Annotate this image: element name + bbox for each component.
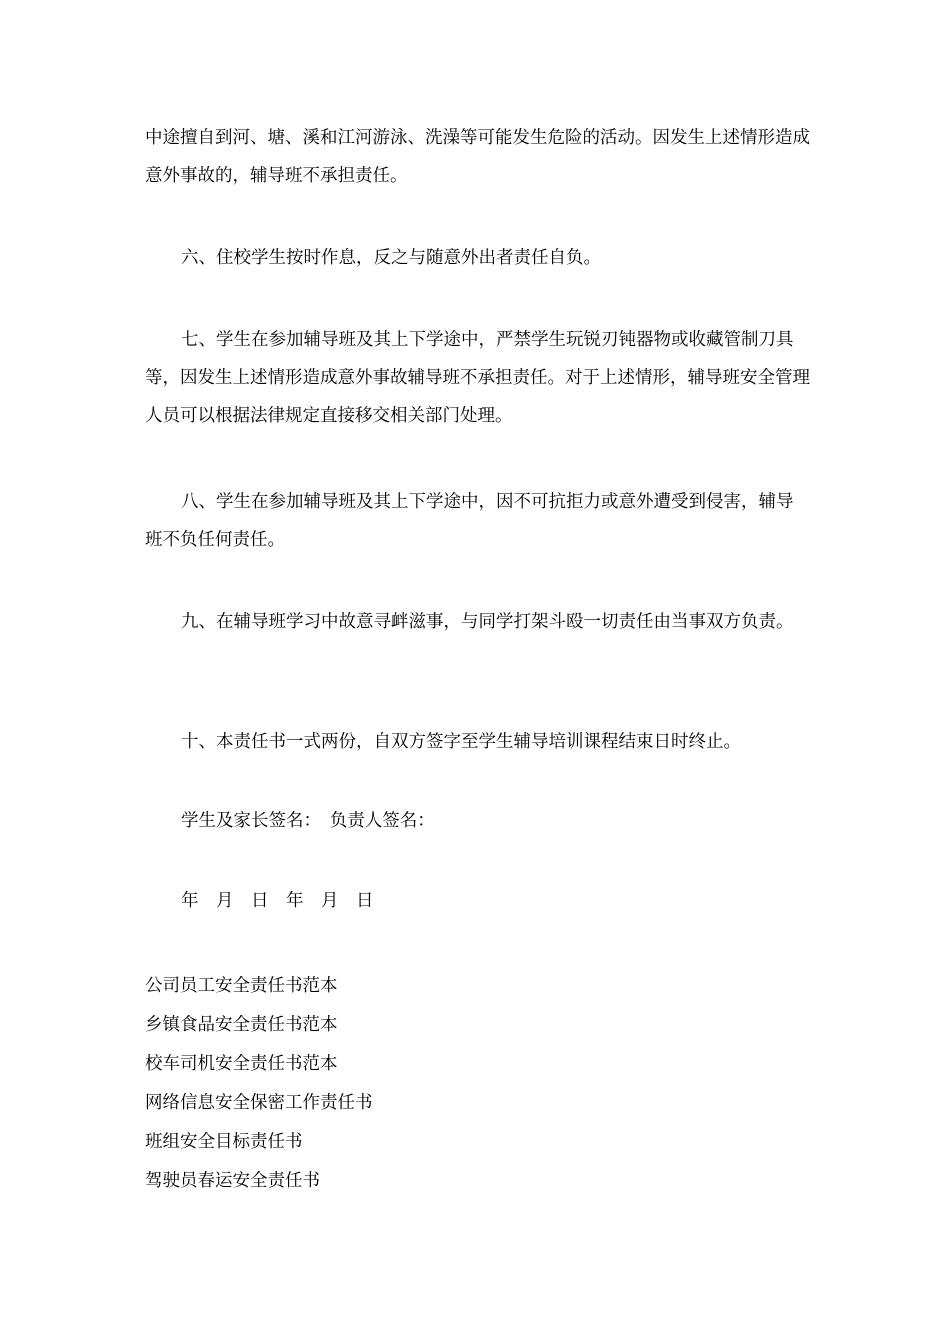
related-links-list	[145, 967, 373, 1201]
date-line: 年 月 日 年 月 日	[181, 891, 374, 911]
paragraph-item-9: 九、在辅导班学习中故意寻衅滋事，与同学打架斗殴一切责任由当事双方负责。	[181, 612, 794, 632]
related-link[interactable]: 网络信息安全保密工作责任书	[145, 1093, 373, 1113]
related-link[interactable]: 乡镇食品安全责任书范本	[145, 1015, 338, 1035]
paragraph-item-7: 七、学生在参加辅导班及其上下学途中，严禁学生玩锐刃钝器物或收藏管制刀具等，因发生上述情形造成意外事故辅导班不承担责任。对于上述情形，辅导班安全管理人员可以根据法律规定直接移交相关部门处理。	[145, 330, 810, 426]
paragraph-continued: 中途擅自到河、塘、溪和江河游泳、洗澡等可能发生危险的活动。因发生上述情形造成意外事故的，辅导班不承担责任。	[145, 128, 810, 186]
related-link[interactable]: 驾驶员春运安全责任书	[145, 1171, 320, 1191]
paragraph-item-6: 六、住校学生按时作息，反之与随意外出者责任自负。	[181, 248, 601, 268]
related-link[interactable]: 公司员工安全责任书范本	[145, 976, 338, 996]
paragraph-item-10: 十、本责任书一式两份，自双方签字至学生辅导培训课程结束日时终止。	[181, 732, 741, 752]
related-link[interactable]: 班组安全目标责任书	[145, 1132, 303, 1152]
paragraph-item-8: 八、学生在参加辅导班及其上下学途中，因不可抗拒力或意外遭受到侵害，辅导班不负任何责任。	[145, 492, 794, 550]
signature-line: 学生及家长签名： 负责人签名：	[181, 811, 435, 831]
related-link[interactable]: 校车司机安全责任书范本	[145, 1054, 338, 1074]
